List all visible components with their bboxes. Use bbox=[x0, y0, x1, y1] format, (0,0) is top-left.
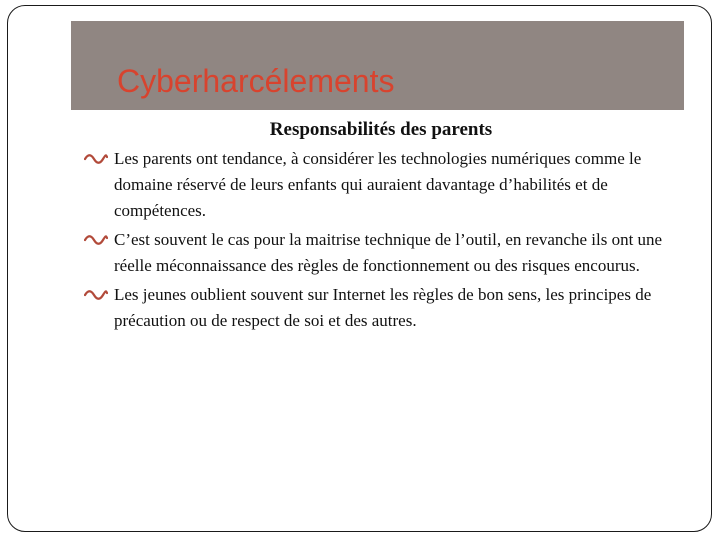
bullet-item bbox=[84, 227, 684, 279]
wave-bullet-icon bbox=[84, 153, 108, 165]
wave-bullet-icon bbox=[84, 234, 108, 246]
bullet-item bbox=[84, 146, 684, 224]
slide-title: Cyberharcélements bbox=[117, 63, 395, 99]
bullet-text: Les jeunes oublient souvent sur Internet les règles de bon sens, les principes de précaution ou de respect de soi et des autres. bbox=[114, 285, 652, 330]
bullet-text: Les parents ont tendance, à considérer les technologies numériques comme le domaine réservé de leurs enfants qui auraient davantage d’habilités et de compétences. bbox=[114, 149, 642, 220]
bullet-item bbox=[84, 282, 684, 334]
bullet-list bbox=[84, 146, 684, 337]
wave-bullet-icon bbox=[84, 289, 108, 301]
slide-subtitle: Responsabilités des parents bbox=[269, 119, 493, 140]
bullet-text: C’est souvent le cas pour la maitrise technique de l’outil, en revanche ils ont une réelle méconnaissance des règles de fonctionnement ou des risques encourus. bbox=[114, 230, 663, 275]
